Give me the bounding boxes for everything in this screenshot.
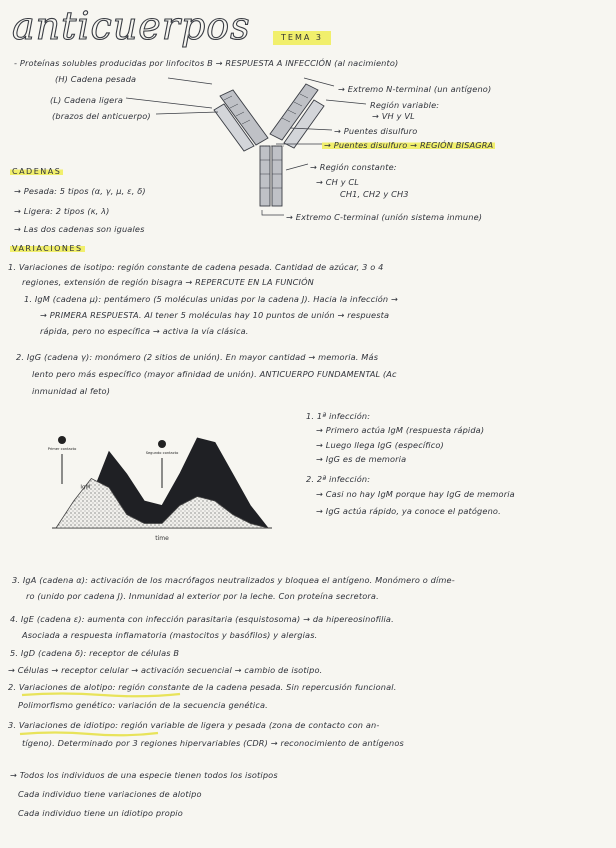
heavy-chain-label: (H) Cadena pesada [55, 74, 137, 84]
alotipo-line2: Polimorfismo genético: variación de la secuencia genética. [18, 700, 268, 710]
infection-first-a: → Primero actúa IgM (respuesta rápida) [316, 425, 485, 435]
cadenas-light: → Ligera: 2 tipos (κ, λ) [14, 206, 110, 216]
infection-first-b: → Luego llega IgG (específico) [316, 440, 444, 450]
marker-label-2: Segundo contacto [145, 451, 179, 455]
nterm-label: → Extremo N-terminal (un antígeno) [338, 84, 492, 94]
idiotipo-line2: tígeno). Determinado por 3 regiones hipervariables (CDR) → reconocimiento de antígenos [22, 738, 404, 748]
cterm-label: → Extremo C-terminal (unión sistema inmune) [286, 212, 483, 222]
isotipo-line1: 1. Variaciones de isotipo: región constante de cadena pesada. Cantidad de azúcar, 3 o 4 [8, 262, 384, 272]
series-label-igm: IgM [80, 484, 91, 491]
igg-line1: 2. IgG (cadena γ): monómero (2 sitios de unión). En mayor cantidad → memoria. Más [16, 352, 379, 362]
summary-line2: Cada individuo tiene variaciones de alotipo [18, 789, 202, 799]
variable-region-label: Región variable: [370, 100, 440, 110]
igm-line1: 1. IgM (cadena μ): pentámero (5 moléculas unidas por la cadena J). Hacia la infección → [24, 294, 399, 304]
variaciones-heading: VARIACIONES [12, 244, 83, 253]
ch123-label: CH1, CH2 y CH3 [340, 189, 409, 199]
ige-line1: 4. IgE (cadena ε): aumenta con infección parasitaria (esquistosoma) → da hipereosinofilia. [10, 614, 394, 624]
iga-line1: 3. IgA (cadena α): activación de los macrófagos neutralizados y bloquea el antígeno. Monómero o díme- [12, 575, 455, 585]
idiotipo-underline [20, 731, 160, 737]
constant-region-label: → Región constante: [310, 162, 397, 172]
arms-label: (brazos del anticuerpo) [52, 111, 151, 121]
marker-dot-1 [58, 436, 66, 444]
cadenas-heavy: → Pesada: 5 tipos (α, γ, μ, ε, δ) [14, 186, 146, 196]
disulfide-label: → Puentes disulfuro [334, 126, 418, 136]
infection-second: 2. 2ª infección: [306, 474, 371, 484]
page-title: anticuerpos [12, 4, 251, 48]
igm-line2: → PRIMERA RESPUESTA. Al tener 5 moléculas hay 10 puntos de unión → respuesta [40, 310, 390, 320]
marker-dot-2 [158, 440, 166, 448]
isotipo-line2: regiones, extensión de región bisagra → REPERCUTE EN LA FUNCIÓN [22, 277, 314, 287]
idiotipo-line1: 3. Variaciones de idiotipo: región variable de ligera y pesada (zona de contacto con an- [8, 720, 380, 730]
igg-line2: lento pero más específico (mayor afinidad de unión). ANTICUERPO FUNDAMENTAL (Ac [32, 369, 397, 379]
hinge-label: → Puentes disulfuro → REGIÓN BISAGRA [324, 140, 494, 150]
marker-label-1: Primer contacto [47, 447, 77, 451]
light-chain-label: (L) Cadena ligera [50, 95, 124, 105]
infection-first-c: → IgG es de memoria [316, 454, 407, 464]
topic-badge: TEMA 3 [273, 31, 331, 45]
cadenas-heading: CADENAS [12, 167, 62, 176]
alotipo-line1: 2. Variaciones de alotipo: región constante de la cadena pesada. Sin repercusión funcional. [8, 682, 397, 692]
summary-line1: → Todos los individuos de una especie tienen todos los isotipos [10, 770, 278, 780]
alotipo-underline [22, 692, 182, 698]
intro-line: - Proteínas solubles producidas por linfocitos B → RESPUESTA A INFECCIÓN (al nacimiento) [14, 58, 399, 68]
ch-cl-label: → CH y CL [316, 177, 360, 187]
igd-line: 5. IgD (cadena δ): receptor de células B [10, 648, 180, 658]
infection-second-a: → Casi no hay IgM porque hay IgG de memoria [316, 489, 515, 499]
bcell-line: → Células → receptor celular → activación secuencial → cambio de isotipo. [8, 665, 323, 675]
infection-second-b: → IgG actúa rápido, ya conoce el patógeno. [316, 506, 501, 516]
cadenas-equal: → Las dos cadenas son iguales [14, 224, 145, 234]
summary-line3: Cada individuo tiene un idiotipo propio [18, 808, 183, 818]
infection-first: 1. 1ª infección: [306, 411, 371, 421]
igg-line3: inmunidad al feto) [32, 386, 111, 396]
x-axis-label: time [155, 535, 169, 542]
iga-line2: ro (unido por cadena J). Inmunidad al exterior por la leche. Con proteína secretora. [26, 591, 379, 601]
vh-vl-label: → VH y VL [372, 111, 415, 121]
igm-line3: rápida, pero no específica → activa la vía clásica. [40, 326, 249, 336]
antibody-response-chart [22, 432, 282, 542]
ige-line2: Asociada a respuesta inflamatoria (mastocitos y basófilos) y alergias. [22, 630, 318, 640]
